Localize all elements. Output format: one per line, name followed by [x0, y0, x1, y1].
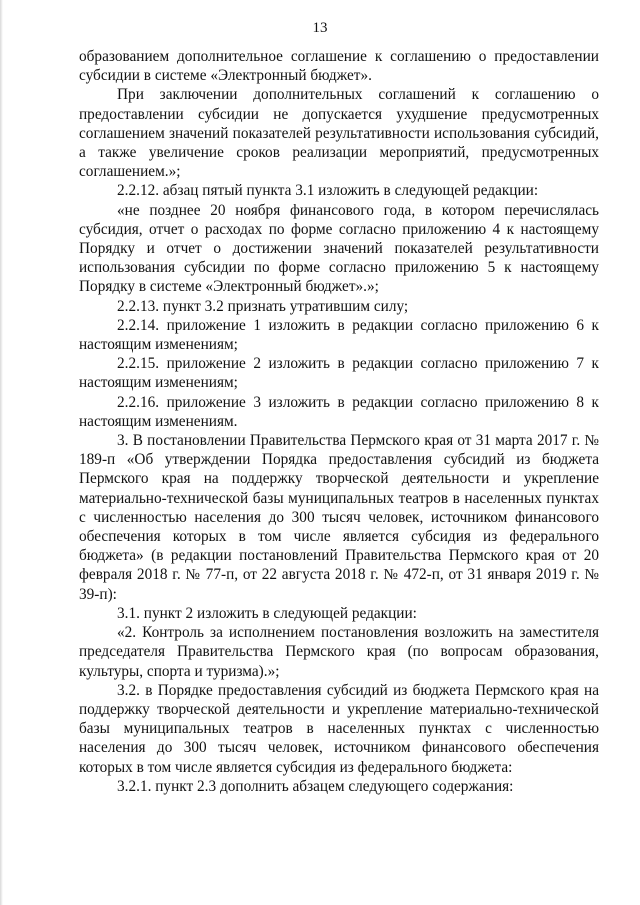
- paragraph-3: 2.2.12. абзац пятый пункта 3.1 изложить в следующей редакции:: [117, 182, 539, 200]
- paragraph-2: При заключении дополнительных соглашений к соглашению о предоставлении субсидии не допускается ухудшение предусмотренных соглашением значений показателей результативности использования субсидий, а также увеличение сроков реализации мероприятий, предусмотренных соглашением.»;: [79, 86, 599, 181]
- paragraph-8: 2.2.16. приложение 3 изложить в редакции согласно приложению 8 к настоящим изменениям.: [79, 393, 599, 430]
- paragraph-7: 2.2.15. приложение 2 изложить в редакции согласно приложению 7 к настоящим изменениям;: [79, 355, 599, 392]
- paragraph-4: «не позднее 20 ноября финансового года, в котором перечислялась субсидия, отчет о расходах по форме согласно приложению 4 к настоящему Порядку и отчет о достижении значений показателей результативности использования субсидии по форме согласно приложению 5 к настоящему Порядку в системе «Электронный бюджет».»;: [79, 201, 599, 296]
- paragraph-12: 3.2. в Порядке предоставления субсидий из бюджета Пермского края на поддержку творческой деятельности и укрепление материально-технической базы муниципальных театров в населенных пунктах с численностью населения до 300 тысяч человек, источником финансового обеспечения которых в том числе является субсидия из федерального бюджета:: [79, 681, 599, 776]
- paragraph-9: 3. В постановлении Правительства Пермского края от 31 марта 2017 г. № 189-п «Об утверждении Порядка предоставления субсидий из бюджета Пермского края на поддержку творческой деятельности и укрепление материально-технической базы муниципальных театров в населенных пунктах с численностью населения до 300 тысяч человек, источником финансового обеспечения которых в том числе является субсидия из федерального бюджета» (в редакции постановлений Правительства Пермского края от 20 февраля 2018 г. № 77-п, от 22 августа 2018 г. № 472-п, от 31 января 2019 г. № 39-п):: [79, 432, 599, 603]
- paragraph-13: 3.2.1. пункт 2.3 дополнить абзацем следующего содержания:: [117, 777, 514, 795]
- paragraph-10: 3.1. пункт 2 изложить в следующей редакции:: [117, 604, 417, 622]
- page-number: 13: [312, 20, 328, 36]
- paragraph-11: «2. Контроль за исполнением постановления возложить на заместителя председателя Правительства Пермского края (по вопросам образования, культуры, спорта и туризма).»;: [79, 624, 599, 680]
- paragraph-5: 2.2.13. пункт 3.2 признать утратившим силу;: [117, 297, 409, 315]
- document-body: [79, 47, 599, 796]
- paragraph-1: образованием дополнительное соглашение к соглашению о предоставлении субсидии в системе «Электронный бюджет».: [79, 48, 599, 85]
- paragraph-6: 2.2.14. приложение 1 изложить в редакции согласно приложению 6 к настоящим изменениям;: [79, 316, 599, 354]
- scan-edge-shadow: [0, 0, 3, 905]
